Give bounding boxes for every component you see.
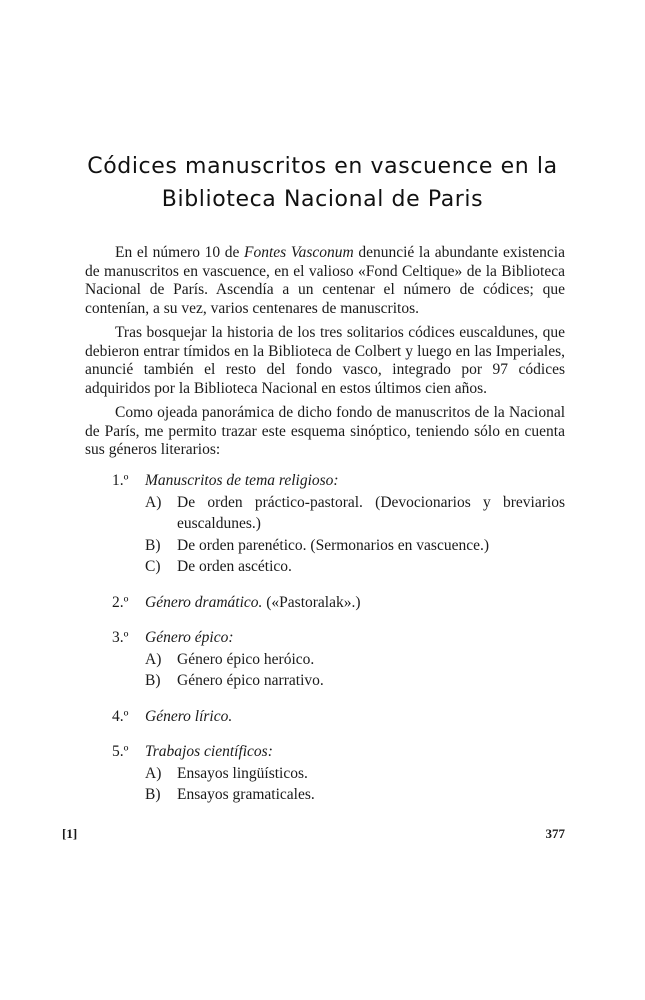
subcategory-letter: A) (145, 650, 162, 668)
subcategory-text: Género épico narrativo. (177, 672, 324, 689)
scheme-gap (85, 692, 565, 706)
journal-title: Fontes Vasconum (244, 244, 354, 261)
page-title (60, 150, 585, 216)
subcategory-text: Ensayos gramaticales. (177, 786, 315, 803)
subcategory-item (145, 535, 565, 557)
scheme-gap (85, 613, 565, 627)
subcategory-item (145, 784, 565, 806)
category-title: Género lírico. (145, 707, 233, 725)
subcategory-list (145, 649, 565, 692)
subcategory-text: Ensayos lingüísticos. (177, 764, 308, 782)
title-line-2: Biblioteca Nacional de Paris (161, 187, 484, 212)
paragraph-text: En el número 10 de (115, 244, 245, 261)
subcategory-text: De orden práctico-pastoral. (Devocionarios y breviarios euscaldunes.) (177, 493, 565, 532)
category-number: 3.º (112, 629, 129, 646)
subcategory-letter: C) (145, 558, 161, 575)
category-number: 4.º (112, 707, 129, 725)
scheme-category (85, 627, 565, 692)
category-title: Género épico: (145, 629, 234, 646)
subcategory-letter: A) (145, 764, 162, 782)
subcategory-text: Género épico heróico. (177, 650, 315, 668)
scheme-category (85, 741, 565, 806)
category-title: Manuscritos de tema religioso: (145, 472, 339, 489)
category-number: 1.º (112, 472, 129, 489)
subcategory-item (145, 763, 565, 785)
scheme-category (85, 592, 565, 614)
scheme-category (85, 470, 565, 578)
paragraph (85, 404, 565, 460)
paragraph-text: Como ojeada panorámica de dicho fondo de manuscritos de la Nacional de París, me permito trazar este esquema sinóptico, teniendo sólo en cuenta sus géneros literarios: (85, 404, 565, 458)
subcategory-item (145, 492, 565, 535)
synoptic-scheme (85, 470, 565, 806)
scheme-category (85, 706, 565, 728)
category-number: 2.º (112, 593, 129, 611)
subcategory-list (145, 763, 565, 806)
paragraph (85, 324, 565, 398)
scheme-gap (85, 727, 565, 741)
scheme-gap (85, 578, 565, 592)
subcategory-letter: B) (145, 672, 161, 689)
subcategory-letter: A) (145, 493, 162, 511)
subcategory-item (145, 649, 565, 671)
category-title: Trabajos científicos: (145, 743, 273, 760)
paragraph-text: Tras bosquejar la historia de los tres solitarios códices euscaldunes, que debieron entrar tímidos en la Biblioteca de Colbert y luego en las Imperiales, anuncié también el resto del fondo vasco, integrado por 97 códices adquiridos por la Biblioteca Nacional en estos últimos cien años. (85, 324, 565, 397)
page-number: 377 (545, 826, 565, 841)
subcategory-letter: B) (145, 786, 161, 803)
subcategory-letter: B) (145, 536, 161, 554)
subcategory-text: De orden parenético. (Sermonarios en vascuence.) (177, 536, 490, 554)
category-title: Género dramático. (145, 593, 263, 611)
body-text (85, 244, 565, 466)
category-note: («Pastoralak».) (262, 593, 361, 611)
paragraph-text: denuncié la abundante existencia de manuscritos en vascuence, en el valioso «Fond Celtique» de la Biblioteca Nacional de París. Ascendía a un centenar el número de códices; que contenían, a su vez, varios centenares de manuscritos. (85, 244, 565, 317)
title-line-1: Códices manuscritos en vascuence en la (87, 154, 558, 179)
subcategory-item (145, 556, 565, 578)
subcategory-text: De orden ascético. (177, 558, 292, 575)
paragraph (85, 244, 565, 318)
category-number: 5.º (112, 743, 129, 760)
subcategory-list (145, 492, 565, 578)
subcategory-item (145, 670, 565, 692)
footnote-marker: [1] (62, 826, 78, 841)
